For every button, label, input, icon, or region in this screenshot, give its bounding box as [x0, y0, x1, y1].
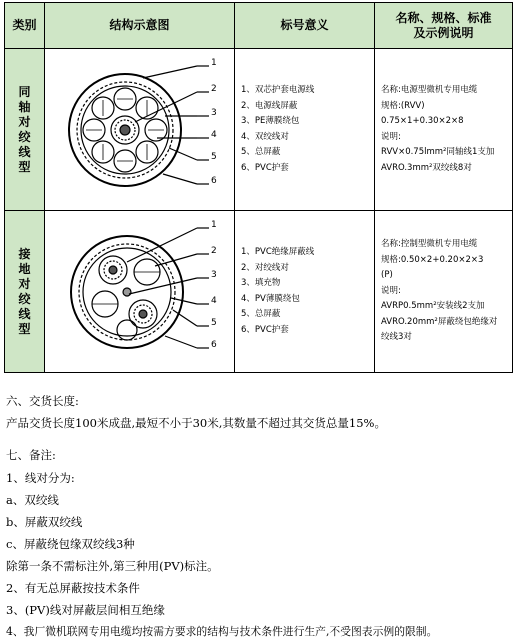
- header-row: [5, 3, 513, 49]
- example-line: AVRO.20mm²屏蔽绕包绝缘对: [381, 316, 498, 327]
- example-line: 名称:控制型微机专用电缆: [381, 239, 478, 250]
- diagram-label: 4: [210, 295, 217, 306]
- diagram-label: 6: [210, 339, 217, 350]
- table-row: [5, 211, 513, 373]
- meaning-item: 1、双芯护套电源线: [241, 85, 315, 95]
- remarks-title: 七、备注:: [6, 448, 56, 462]
- example-line: 说明:: [381, 131, 401, 142]
- example-cell: [375, 49, 513, 211]
- category-cell: 同轴对绞线型: [5, 49, 45, 211]
- remark-line: 除第一条不需标注外,第三种用(PV)标注。: [6, 559, 219, 573]
- remark-line: 3、(PV)线对屏蔽层间相互绝缘: [6, 603, 165, 617]
- example-line: 绞线3对: [381, 332, 412, 343]
- diagram-label: 2: [210, 83, 217, 94]
- filler: [123, 288, 131, 296]
- header-diagram: 结构示意图: [45, 3, 235, 49]
- coaxial-cable-diagram: [47, 52, 233, 204]
- meaning-cell: [235, 211, 375, 373]
- diagram-label: 1: [210, 57, 217, 68]
- meaning-item: 1、PVC绝缘屏蔽线: [241, 247, 315, 257]
- example-line: AVRP0.5mm²安装线2支加: [381, 301, 485, 312]
- meaning-item: 2、电源线屏蔽: [241, 100, 298, 111]
- category-cell: 接地对绞线型: [5, 211, 45, 373]
- remark-line: a、双绞线: [6, 493, 59, 507]
- remark-line: 4、我厂微机联网专用电缆均按需方要求的结构与技术条件进行生产,不受图表示例的限制。: [6, 625, 438, 638]
- diagram-label: 2: [210, 245, 217, 256]
- meaning-item: 4、双绞线对: [241, 131, 289, 142]
- diagram-label: 3: [210, 107, 217, 118]
- remark-line: 2、有无总屏蔽按技术条件: [6, 581, 140, 595]
- meaning-item: 6、PVC护套: [241, 162, 289, 173]
- meaning-cell: [235, 49, 375, 211]
- example-line: 规格:(RVV): [381, 100, 425, 111]
- meaning-item: 3、填充物: [241, 278, 281, 288]
- diagram-cell: [45, 211, 235, 373]
- table-row: [5, 49, 513, 211]
- meaning-item: 5、总屏蔽: [241, 309, 281, 319]
- remark-line: b、屏蔽双绞线: [6, 515, 83, 529]
- example-line: RVV×0.75lmm²同轴线1支加: [381, 147, 495, 157]
- delivery-text: 产品交货长度100米成盘,最短不小于30米,其数量不超过其交货总量15%。: [6, 416, 386, 430]
- example-cell: [375, 211, 513, 373]
- example-line: 规格:0.50×2+0.20×2×3: [381, 254, 484, 265]
- diagram-label: 5: [210, 151, 217, 162]
- header-category: 类别: [5, 3, 45, 49]
- diagram-label: 5: [210, 317, 217, 328]
- diagram-label: 6: [210, 175, 217, 186]
- delivery-title: 六、交货长度:: [6, 394, 79, 408]
- meaning-item: 4、PV薄膜绕包: [241, 293, 300, 304]
- twisted-pair: [117, 320, 137, 340]
- remark-line: c、屏蔽绕包缘双绞线3种: [6, 537, 135, 551]
- diagram-label: 1: [210, 219, 217, 230]
- example-line: (P): [381, 270, 393, 281]
- header-meaning: 标号意义: [235, 3, 375, 49]
- remark-line: 1、线对分为:: [6, 471, 75, 485]
- meaning-item: 2、对绞线对: [241, 262, 289, 273]
- spec-table: [4, 2, 513, 373]
- example-line: 0.75×1+0.30×2×8: [381, 116, 464, 126]
- diagram-label: 3: [210, 269, 217, 280]
- example-line: 说明:: [381, 285, 401, 296]
- example-line: AVRO.3mm²双绞线8对: [381, 162, 472, 173]
- meaning-item: 6、PVC护套: [241, 324, 289, 335]
- meaning-item: 3、PE薄膜绕包: [241, 116, 300, 126]
- header-example: 名称、规格、标准及示例说明: [375, 3, 513, 49]
- meaning-item: 5、总屏蔽: [241, 147, 281, 157]
- diagram-label: 4: [210, 129, 217, 140]
- example-line: 名称:电源型微机专用电缆: [381, 85, 478, 95]
- diagram-cell: [45, 49, 235, 211]
- grounded-cable-diagram: [47, 214, 233, 366]
